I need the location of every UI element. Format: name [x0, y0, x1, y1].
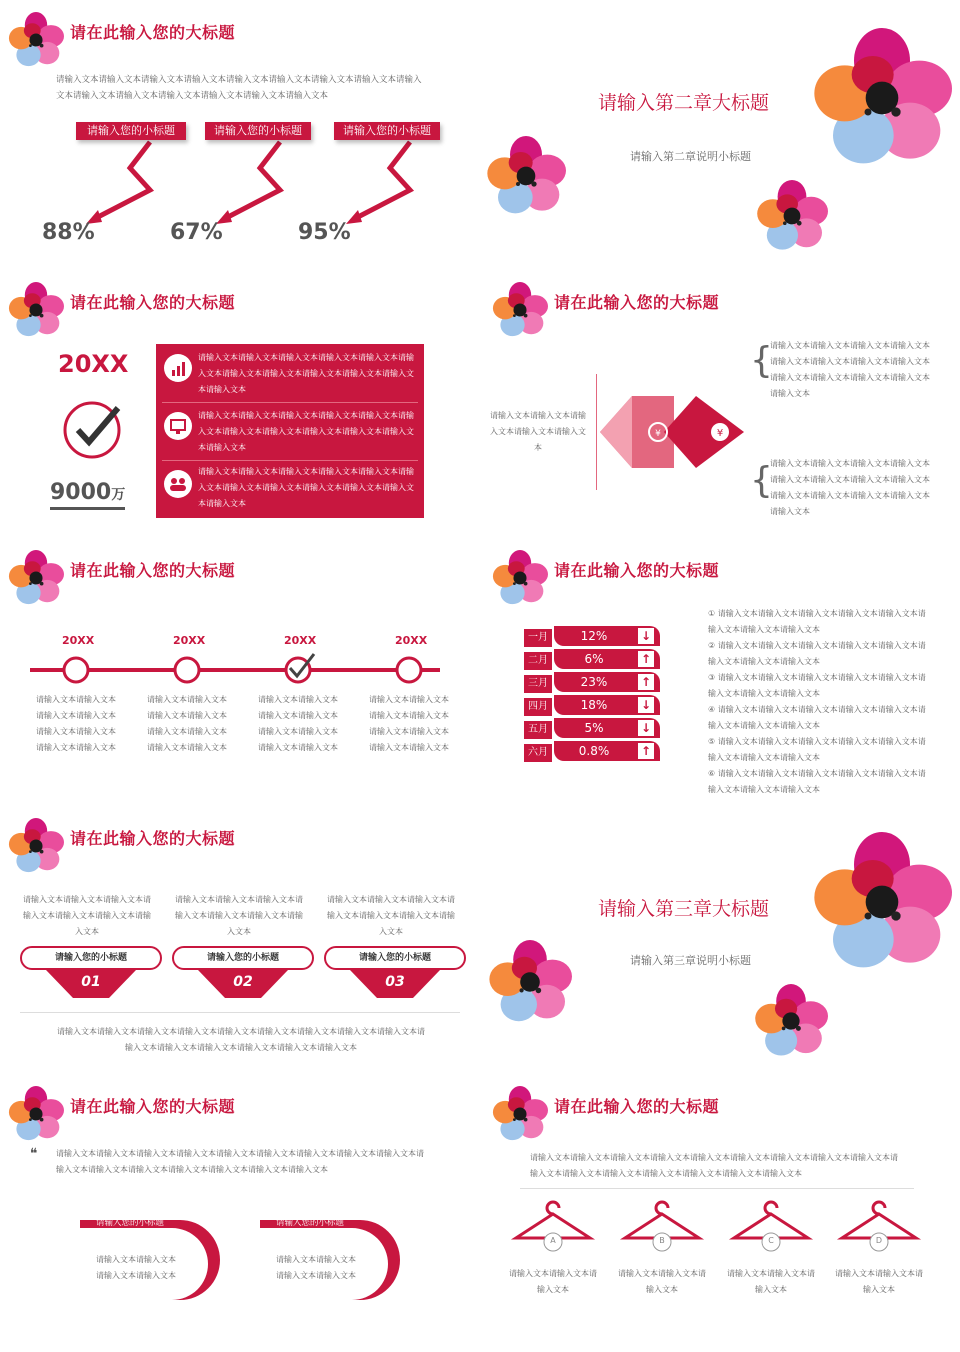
month-label: 四月: [524, 698, 552, 716]
footer-text: 请输入文本请输入文本请输入文本请输入文本请输入文本请输入文本请输入文本请输入文本请输入文本请输入文本请输入文本请输入文本请输入文本请输入文本请输入文本: [57, 1027, 425, 1052]
divider: [162, 402, 418, 403]
svg-text:¥: ¥: [716, 428, 724, 439]
month-table: [524, 626, 660, 764]
slide-2: [484, 0, 960, 266]
hanger-icon: [508, 1198, 598, 1258]
column-number: 01: [81, 974, 101, 990]
timeline-text-4: 请输入文本请输入文本请输入文本请输入文本请输入文本请输入文本请输入文本请输入文本: [369, 695, 449, 752]
divider: [520, 1188, 914, 1189]
slide-6: [484, 538, 960, 804]
slide-4: [484, 270, 960, 536]
flower-logo-icon: [492, 282, 548, 338]
arc-label-1: 请输入您的小标题: [96, 1218, 165, 1228]
timeline-text-3: 请输入文本请输入文本请输入文本请输入文本请输入文本请输入文本请输入文本请输入文本: [258, 695, 338, 752]
flower-small-icon: [754, 984, 828, 1058]
intro-text: 请输入文本请输入文本请输入文本请输入文本请输入文本请输入文本请输入文本请输入文本请输入文本请输入文本请输入文本请输入文本请输入文本请输入文本请输入文本请输入文本: [530, 1153, 898, 1178]
hanger-icon: [617, 1198, 707, 1258]
arrow-down-icon: ↓: [638, 628, 654, 644]
hanger-letter: A: [550, 1236, 556, 1245]
month-value: 12%: [580, 629, 608, 643]
section-title: 请在此输入您的大标题: [70, 829, 236, 848]
section-title: 请在此输入您的大标题: [70, 293, 236, 312]
year-label: 20XX: [58, 350, 129, 378]
arrow-up-icon: ↑: [638, 651, 654, 667]
monitor-icon: [164, 412, 192, 440]
column-label: 请输入您的小标题: [324, 946, 466, 970]
amount-value: 9000万: [50, 480, 125, 510]
subtitle-label-1: 请输入您的小标题: [76, 122, 186, 140]
list-item: ① 请输入文本请输入文本请输入文本请输入文本请输入文本请输入文本请输入文本请输入文本: [708, 609, 926, 634]
arc-label-2: 请输入您的小标题: [276, 1218, 345, 1228]
section-title: 请在此输入您的大标题: [70, 561, 236, 580]
month-value: 23%: [580, 675, 608, 689]
hanger-letter: C: [768, 1236, 774, 1245]
right-text-2: 请输入文本请输入文本请输入文本请输入文本请输入文本请输入文本请输入文本请输入文本请输入文本请输入文本请输入文本请输入文本请输入文本: [770, 459, 930, 516]
section-title: 请在此输入您的大标题: [554, 293, 720, 312]
arc-text-1: 请输入文本请输入文本请输入文本请输入文本: [96, 1255, 176, 1280]
year-1: 20XX: [62, 634, 95, 647]
month-value: 18%: [580, 698, 608, 712]
chart-icon: [164, 354, 192, 382]
brace-2-icon: {: [750, 460, 773, 501]
flower-logo-icon: [8, 1086, 64, 1142]
chapter-subtitle: 请输入第二章说明小标题: [630, 150, 751, 163]
column-text: 请输入文本请输入文本请输入文本请输入文本请输入文本请输入文本请输入文本: [327, 895, 455, 936]
list-item: ③ 请输入文本请输入文本请输入文本请输入文本请输入文本请输入文本请输入文本请输入文本: [708, 673, 926, 698]
slide-8: [484, 806, 960, 1072]
slide-9: [0, 1074, 476, 1340]
year-3: 20XX: [284, 634, 317, 647]
chapter-subtitle: 请输入第三章说明小标题: [630, 954, 751, 967]
timeline-text-1: 请输入文本请输入文本请输入文本请输入文本请输入文本请输入文本请输入文本请输入文本: [36, 695, 116, 752]
flower-logo-icon: [8, 12, 64, 68]
hanger-icon: [834, 1198, 924, 1258]
info-row-2: 请输入文本请输入文本请输入文本请输入文本请输入文本请输入文本请输入文本请输入文本请输入文本请输入文本请输入文本请输入文本: [198, 411, 414, 452]
hanger-icon: [726, 1198, 816, 1258]
column-label: 请输入您的小标题: [20, 946, 162, 970]
quote-text: 请输入文本请输入文本请输入文本请输入文本请输入文本请输入文本请输入文本请输入文本请输入文本请输入文本请输入文本请输入文本请输入文本请输入文本请输入文本请输入文本: [56, 1149, 424, 1174]
percent-2: 67%: [170, 220, 223, 245]
flower-logo-icon: [492, 1086, 548, 1142]
intro-text: 请输入文本请输入文本请输入文本请输入文本请输入文本请输入文本请输入文本请输入文本请输入文本请输入文本请输入文本请输入文本请输入文本请输入文本请输入文本: [56, 75, 422, 101]
info-row-1: 请输入文本请输入文本请输入文本请输入文本请输入文本请输入文本请输入文本请输入文本请输入文本请输入文本请输入文本请输入文本: [198, 353, 414, 394]
section-title: 请在此输入您的大标题: [554, 561, 720, 580]
month-value: 5%: [584, 721, 604, 735]
right-text-1: 请输入文本请输入文本请输入文本请输入文本请输入文本请输入文本请输入文本请输入文本请输入文本请输入文本请输入文本请输入文本请输入文本: [770, 341, 930, 398]
info-panel: [156, 344, 424, 518]
column-label: 请输入您的小标题: [172, 946, 314, 970]
group-icon: [164, 470, 192, 498]
timeline-text-2: 请输入文本请输入文本请输入文本请输入文本请输入文本请输入文本请输入文本请输入文本: [147, 695, 227, 752]
divider: [20, 1012, 460, 1013]
month-row: [524, 626, 660, 648]
slide-3: [0, 270, 476, 536]
list-item: ④ 请输入文本请输入文本请输入文本请输入文本请输入文本请输入文本请输入文本请输入文本: [708, 705, 926, 730]
brace-1-icon: {: [750, 340, 773, 381]
svg-text:¥: ¥: [655, 429, 661, 439]
flower-logo-icon: [8, 550, 64, 606]
timeline-icon: [0, 648, 476, 692]
list-item: ⑤ 请输入文本请输入文本请输入文本请输入文本请输入文本请输入文本请输入文本请输入文本: [708, 737, 926, 762]
chapter-title: 请输入第三章大标题: [598, 898, 770, 920]
slide-1: [0, 0, 476, 266]
hanger-text: 请输入文本请输入文本请输入文本: [509, 1269, 597, 1294]
month-value: 0.8%: [578, 744, 610, 758]
subtitle-label-3: 请输入您的小标题: [334, 122, 440, 140]
month-row: [524, 649, 660, 671]
slide-7: [0, 806, 476, 1072]
hanger-letter: B: [659, 1236, 665, 1245]
hanger-text: 请输入文本请输入文本请输入文本: [835, 1269, 923, 1294]
check-circle-icon: [62, 400, 122, 460]
slide-10: [484, 1074, 960, 1340]
year-2: 20XX: [173, 634, 206, 647]
month-value: 6%: [584, 652, 604, 666]
section-title: 请在此输入您的大标题: [70, 23, 236, 42]
list-item: ⑥ 请输入文本请输入文本请输入文本请输入文本请输入文本请输入文本请输入文本请输入文本: [708, 769, 926, 794]
arc-text-2: 请输入文本请输入文本请输入文本请输入文本: [276, 1255, 356, 1280]
column-text: 请输入文本请输入文本请输入文本请输入文本请输入文本请输入文本请输入文本: [23, 895, 151, 936]
column-number: 02: [233, 974, 253, 990]
section-title: 请在此输入您的大标题: [70, 1097, 236, 1116]
slide-5: [0, 538, 476, 804]
arrow-down-icon: ↓: [638, 720, 654, 736]
list-item: ② 请输入文本请输入文本请输入文本请输入文本请输入文本请输入文本请输入文本请输入文本: [708, 641, 926, 666]
hanger-text: 请输入文本请输入文本请输入文本: [618, 1269, 706, 1294]
hanger-letter: D: [875, 1236, 883, 1245]
flower-logo-icon: [492, 550, 548, 606]
flower-logo-icon: [8, 282, 64, 338]
month-label: 三月: [524, 675, 552, 693]
hanger-text: 请输入文本请输入文本请输入文本: [727, 1269, 815, 1294]
percent-1: 88%: [42, 220, 95, 245]
month-row: [524, 741, 660, 763]
month-label: 二月: [524, 652, 552, 670]
arrow-up-icon: ↑: [638, 674, 654, 690]
month-row: [524, 695, 660, 717]
month-row: [524, 672, 660, 694]
hexagon-shapes-icon: [596, 392, 746, 472]
chapter-title: 请输入第二章大标题: [598, 92, 770, 114]
month-label: 一月: [524, 629, 552, 647]
numbered-list: [708, 606, 932, 798]
column-text: 请输入文本请输入文本请输入文本请输入文本请输入文本请输入文本请输入文本: [175, 895, 303, 936]
month-row: [524, 718, 660, 740]
flower-small-icon: [756, 180, 828, 252]
subtitle-label-2: 请输入您的小标题: [205, 122, 311, 140]
divider: [162, 460, 418, 461]
flower-medium-icon: [488, 940, 572, 1024]
flower-medium-icon: [486, 136, 566, 216]
month-label: 六月: [524, 744, 552, 762]
year-4: 20XX: [395, 634, 428, 647]
section-title: 请在此输入您的大标题: [554, 1097, 720, 1116]
left-text: 请输入文本请输入文本请输入文本请输入文本请输入文本: [490, 411, 586, 452]
column-number: 03: [385, 974, 405, 990]
arrow-up-icon: ↑: [638, 743, 654, 759]
flower-large-icon: [812, 28, 952, 168]
flower-logo-icon: [8, 818, 64, 874]
percent-3: 95%: [298, 220, 351, 245]
flower-large-icon: [812, 832, 952, 972]
month-label: 五月: [524, 721, 552, 739]
arrow-down-icon: ↓: [638, 697, 654, 713]
quote-icon: ❝: [30, 1146, 38, 1162]
info-row-3: 请输入文本请输入文本请输入文本请输入文本请输入文本请输入文本请输入文本请输入文本请输入文本请输入文本请输入文本请输入文本: [198, 467, 414, 508]
